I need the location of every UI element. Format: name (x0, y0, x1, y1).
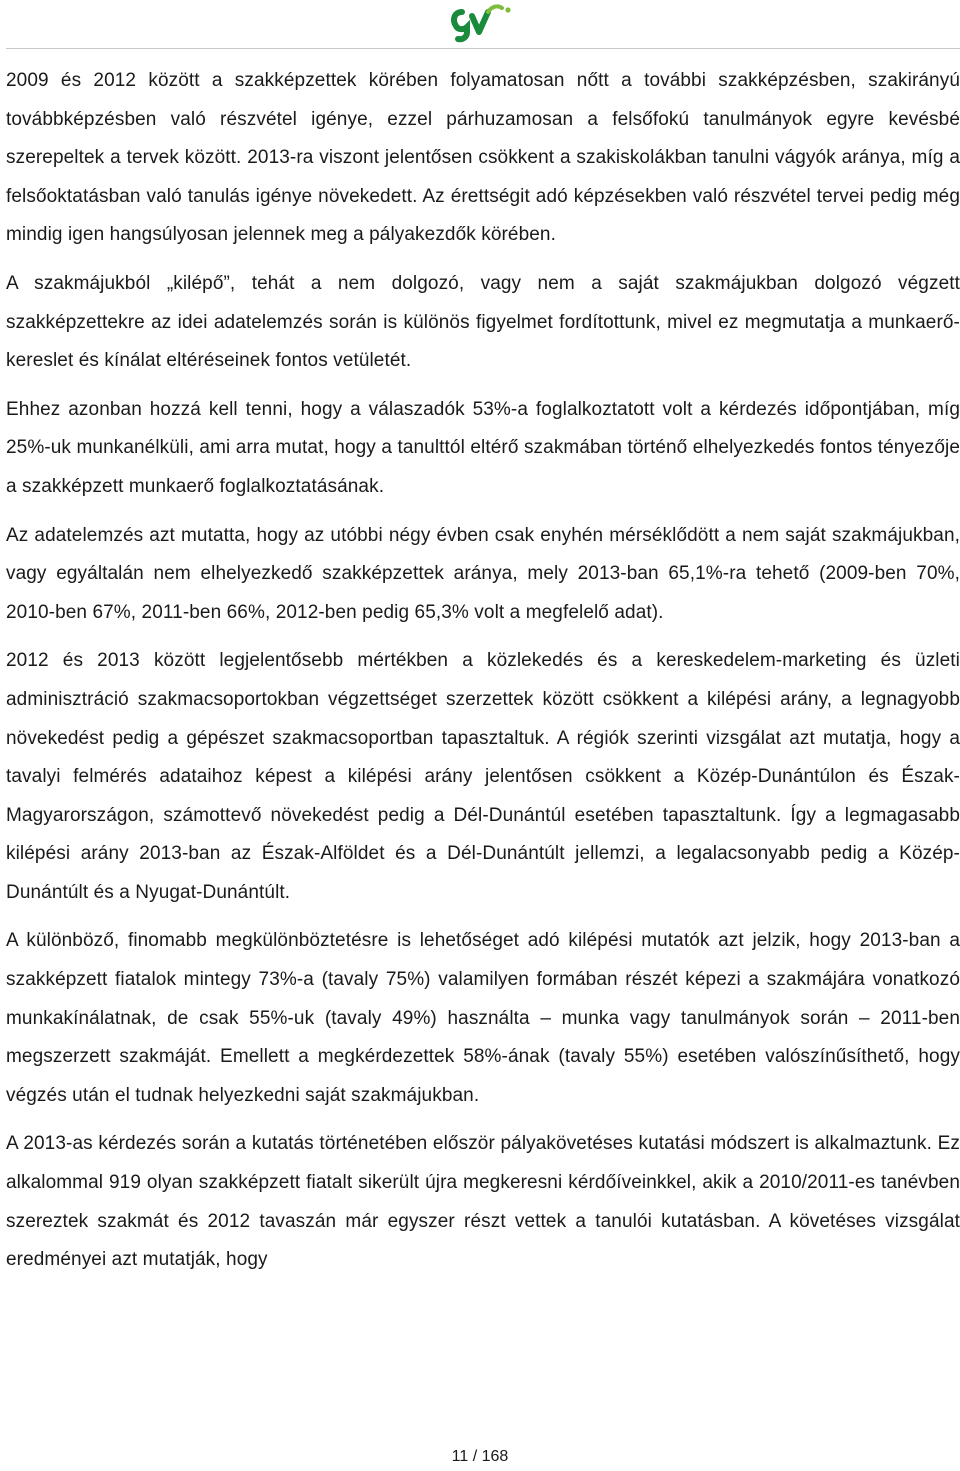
paragraph-5: 2012 és 2013 között legjelentősebb mértékben a közlekedés és a kereskedelem-marketing és üzleti adminisztráció szakmacsoportokban végzettséget szerzettek között csökkent a kilépési arány, a legnagyobb növekedést pedig a gépészet szakmacsoportban tapasztaltuk. A régiók szerinti vizsgálat azt mutatja, hogy a tavalyi felmérés adataihoz képest a kilépési arány jelentősen csökkent a Közép-Dunántúlon és Észak-Magyarországon, számottevő növekedést pedig a Dél-Dunántúl esetében tapasztaltunk. Így a legmagasabb kilépési arány 2013-ban az Észak-Alföldet és a Dél-Dunántúlt jellemzi, a legalacsonyabb pedig a Közép-Dunántúlt és a Nyugat-Dunántúlt. (6, 650, 960, 903)
paragraph-7: A 2013-as kérdezés során a kutatás történetében először pályakövetéses kutatási módszert is alkalmaztunk. Ez alkalommal 919 olyan szakképzett fiatalt sikerült újra megkeresni kérdőíveinkkel, akik a 2010/2011-es tanévben szereztek szakmát és 2012 tavaszán már egyszer részt vettek a tanulói kutatásban. A követéses vizsgálat eredményei azt mutatják, hogy (6, 1133, 960, 1271)
paragraph-2: A szakmájukból „kilépő”, tehát a nem dolgozó, vagy nem a saját szakmájukban dolgozó végzett szakképzettekre az idei adatelemzés során is különös figyelmet fordítottunk, mivel ez megmutatja a munkaerő-kereslet és kínálat eltéréseinek fontos vetületét. (6, 272, 960, 372)
paragraph-4: Az adatelemzés azt mutatta, hogy az utóbbi négy évben csak enyhén mérséklődött a nem saját szakmájukban, vagy egyáltalán nem elhelyezkedő szakképzettek aránya, mely 2013-ban 65,1%-ra tehető (2009-ben 70%, 2010-ben 67%, 2011-ben 66%, 2012-ben pedig 65,3% volt a megfelelő adat). (6, 524, 960, 623)
gv-logo-icon (448, 2, 518, 44)
document-body (6, 62, 960, 1290)
page-number: 11 / 168 (451, 1448, 509, 1465)
paragraph-3: Ehhez azonban hozzá kell tenni, hogy a válaszadók 53%-a foglalkoztatott volt a kérdezés időpontjában, míg 25%-uk munkanélküli, ami arra mutat, hogy a tanulttól eltérő szakmában történő elhelyezkedés fontos tényezője a szakképzett munkaerő foglalkoztatásának. (6, 398, 960, 497)
paragraph-6: A különböző, finomabb megkülönböztetésre is lehetőséget adó kilépési mutatók azt jelzik, hogy 2013-ban a szakképzett fiatalok mintegy 73%-a (tavaly 75%) valamilyen formában részét képezi a szakmájára vonatkozó munkakínálatnak, de csak 55%-uk (tavaly 49%) használta – munka vagy tanulmányok során – 2011-ben megszerzett szakmáját. Emellett a megkérdezettek 58%-ának (tavaly 55%) esetében valószínűsíthető, hogy végzés után el tudnak helyezkedni saját szakmájukban. (6, 930, 960, 1106)
header-divider (6, 48, 960, 49)
page-header (0, 0, 960, 52)
paragraph-1: 2009 és 2012 között a szakképzettek körében folyamatosan nőtt a további szakképzésben, szakirányú továbbképzésben való részvétel igénye, ezzel párhuzamosan a felsőfokú tanulmányok egyre kevésbé szerepeltek a tervek között. 2013-ra viszont jelentősen csökkent a szakiskolákban tanulni vágyók aránya, míg a felsőoktatásban való tanulás igénye növekedett. Az érettségit adó képzésekben való részvétel tervei pedig még mindig igen hangsúlyosan jelennek meg a pályakezdők körében. (6, 70, 960, 246)
